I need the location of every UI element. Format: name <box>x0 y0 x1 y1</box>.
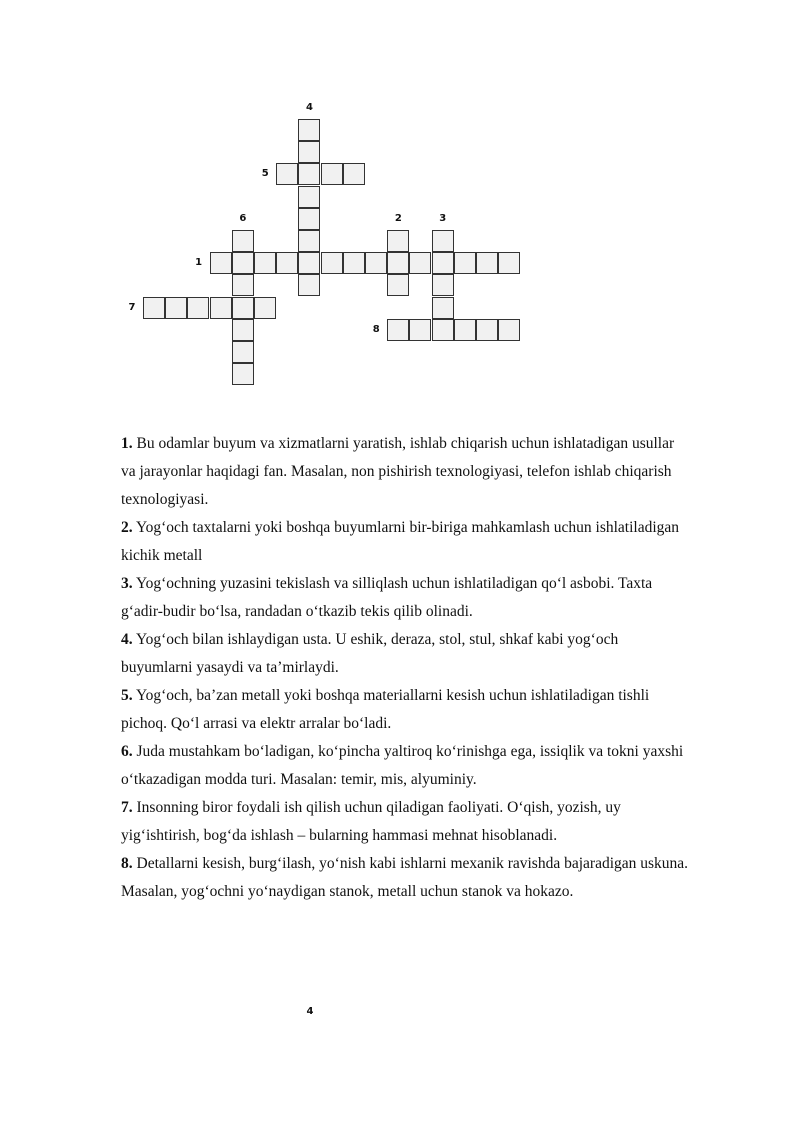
clue-8 <box>121 850 691 906</box>
crossword-cell[interactable] <box>298 119 320 141</box>
clue-number: 5. <box>121 687 133 704</box>
crossword-cell[interactable] <box>298 274 320 296</box>
page-number: 4 <box>306 1006 314 1017</box>
clue-number-label: 4 <box>306 102 313 113</box>
crossword-cell[interactable] <box>276 163 298 185</box>
clue-7 <box>121 794 691 850</box>
crossword-cell[interactable] <box>254 297 276 319</box>
clue-number-label: 1 <box>195 257 203 269</box>
clue-number-label: 2 <box>394 213 402 224</box>
crossword-cell[interactable] <box>498 319 520 341</box>
crossword-cell[interactable] <box>143 297 165 319</box>
crossword-cell[interactable] <box>254 252 276 274</box>
crossword-cell[interactable] <box>232 297 254 319</box>
clue-text: Juda mustahkam bo‘ladigan, ko‘pincha yaltiroq ko‘rinishga ega, issiqlik va tokni yaxshi o‘tkazadigan modda turi. Masalan: temir, mis, alyuminiy. <box>121 743 684 788</box>
crossword-cell[interactable] <box>454 252 476 274</box>
crossword-cell[interactable] <box>210 297 232 319</box>
crossword-cell[interactable] <box>298 230 320 252</box>
crossword-cell[interactable] <box>432 252 454 274</box>
crossword-cell[interactable] <box>298 163 320 185</box>
crossword-grid <box>0 0 800 400</box>
crossword-cell[interactable] <box>498 252 520 274</box>
clue-text: Bu odamlar buyum va xizmatlarni yaratish, ishlab chiqarish uchun ishlatadigan usullar va jarayonlar haqidagi fan. Masalan, non pishirish texnologiyasi, telefon ishlab chiqarish texnologiyasi. <box>121 435 675 508</box>
crossword-cell[interactable] <box>232 341 254 363</box>
crossword-cell[interactable] <box>276 252 298 274</box>
clue-text: Insonning biror foydali ish qilish uchun qiladigan faoliyati. O‘qish, yozish, uy yig‘ishtirish, bog‘da ishlash – bularning hammasi mehnat hisoblanadi. <box>121 799 621 844</box>
crossword-cell[interactable] <box>343 252 365 274</box>
clue-4 <box>121 626 691 682</box>
crossword-cell[interactable] <box>432 319 454 341</box>
crossword-cell[interactable] <box>387 274 409 296</box>
clue-number: 6. <box>121 743 133 760</box>
clue-number: 4. <box>121 631 133 648</box>
crossword-cell[interactable] <box>454 319 476 341</box>
crossword-cell[interactable] <box>387 319 409 341</box>
clue-number-label: 7 <box>128 301 136 313</box>
crossword-cell[interactable] <box>409 319 431 341</box>
clue-number-label: 3 <box>439 213 447 224</box>
clue-6 <box>121 738 691 794</box>
clue-text: Yog‘och bilan ishlaydigan usta. U eshik, deraza, stol, stul, shkaf kabi yog‘och buyumlarni yasaydi va ta’mirlaydi. <box>121 631 619 676</box>
clue-text: Yog‘och, ba’zan metall yoki boshqa materiallarni kesish uchun ishlatiladigan tishli pichoq. Qo‘l arrasi va elektr arralar bo‘ladi. <box>121 687 650 732</box>
crossword-cell[interactable] <box>476 252 498 274</box>
clue-1 <box>121 430 691 514</box>
crossword-cell[interactable] <box>232 363 254 385</box>
clue-number: 1. <box>121 435 133 452</box>
crossword-cell[interactable] <box>432 297 454 319</box>
clue-text: Yog‘ochning yuzasini tekislash va silliqlash uchun ishlatiladigan qo‘l asbobi. Taxta g‘adir-budir bo‘lsa, randadan o‘tkazib tekis qilib olinadi. <box>121 575 653 620</box>
crossword-cell[interactable] <box>343 163 365 185</box>
clue-list <box>121 430 691 906</box>
crossword-cell[interactable] <box>387 252 409 274</box>
crossword-cell[interactable] <box>321 252 343 274</box>
clue-text: Yog‘och taxtalarni yoki boshqa buyumlarni bir-biriga mahkamlash uchun ishlatiladigan kichik metall <box>121 519 680 564</box>
crossword-cell[interactable] <box>210 252 232 274</box>
crossword-cell[interactable] <box>232 274 254 296</box>
crossword-cell[interactable] <box>232 319 254 341</box>
crossword-cell[interactable] <box>432 274 454 296</box>
clue-number: 2. <box>121 519 133 536</box>
clue-text: Detallarni kesish, burg‘ilash, yo‘nish kabi ishlarni mexanik ravishda bajaradigan uskuna. Masalan, yog‘ochni yo‘naydigan stanok, metall uchun stanok va hokazo. <box>121 855 689 900</box>
crossword-cell[interactable] <box>476 319 498 341</box>
clue-number-label: 5 <box>261 168 269 180</box>
crossword-cell[interactable] <box>232 230 254 252</box>
clue-number: 8. <box>121 855 133 872</box>
clue-2 <box>121 514 691 570</box>
crossword-cell[interactable] <box>298 252 320 274</box>
clue-number-label: 8 <box>372 323 380 335</box>
crossword-cell[interactable] <box>298 141 320 163</box>
clue-number-label: 6 <box>239 213 247 224</box>
crossword-cell[interactable] <box>187 297 209 319</box>
crossword-cell[interactable] <box>232 252 254 274</box>
crossword-cell[interactable] <box>409 252 431 274</box>
crossword-cell[interactable] <box>298 208 320 230</box>
crossword-cell[interactable] <box>298 186 320 208</box>
clue-number: 3. <box>121 575 133 592</box>
crossword-cell[interactable] <box>365 252 387 274</box>
crossword-cell[interactable] <box>387 230 409 252</box>
clue-number: 7. <box>121 799 133 816</box>
clue-5 <box>121 682 691 738</box>
crossword-cell[interactable] <box>432 230 454 252</box>
crossword-cell[interactable] <box>165 297 187 319</box>
crossword-cell[interactable] <box>321 163 343 185</box>
clue-3 <box>121 570 691 626</box>
